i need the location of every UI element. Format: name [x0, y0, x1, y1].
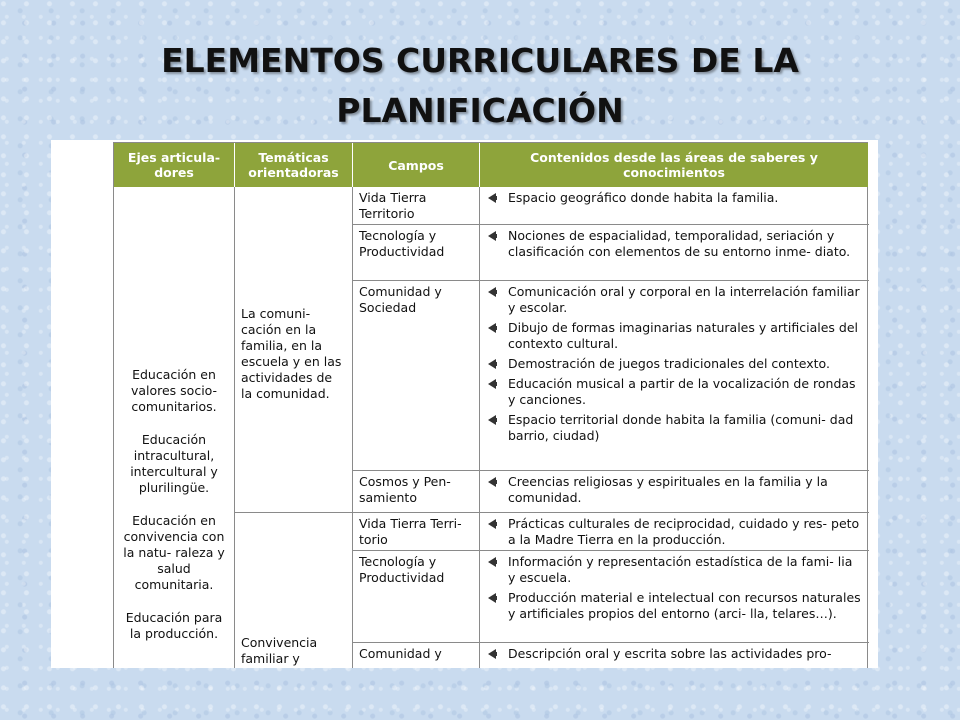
list-item	[486, 516, 863, 548]
contenido-text: Producción material e intelectual con recursos naturales y artificiales propios del entorno (arci- lla, telares…).	[508, 590, 861, 621]
campo-cell: Cosmos y Pen- samiento	[353, 471, 480, 513]
list-item	[486, 376, 863, 408]
slide-title	[0, 36, 960, 136]
arrow-bullet-icon	[488, 359, 496, 369]
list-item	[486, 228, 863, 260]
title-line-2: PLANIFICACIÓN	[336, 91, 624, 130]
arrow-bullet-icon	[488, 649, 496, 659]
campo-cell: Tecnología y Productividad	[353, 551, 480, 643]
campo-cell: Tecnología y Productividad	[353, 225, 480, 281]
arrow-bullet-icon	[488, 323, 496, 333]
contenido-text: Dibujo de formas imaginarias naturales y artificiales del contexto cultural.	[508, 320, 859, 351]
eje-item: Educación en valores socio- comunitarios.	[130, 367, 218, 414]
contenido-text: Educación musical a partir de la vocalización de rondas y canciones.	[508, 376, 856, 407]
arrow-bullet-icon	[488, 477, 496, 487]
arrow-bullet-icon	[488, 231, 496, 241]
list-item	[486, 320, 863, 352]
contenidos-cell	[480, 643, 869, 668]
contenidos-cell	[480, 471, 869, 513]
eje-item: Educación para la producción.	[125, 610, 223, 641]
arrow-bullet-icon	[488, 287, 496, 297]
contenidos-cell	[480, 281, 869, 471]
eje-item: Educación intracultural, intercultural y plurilingüe.	[130, 432, 218, 495]
list-item	[486, 590, 863, 622]
list-item	[486, 474, 863, 506]
campo-cell: Comunidad y	[353, 643, 480, 668]
contenidos-cell	[480, 551, 869, 643]
header-tematicas: Temáticas orientadoras	[235, 143, 353, 187]
list-item	[486, 412, 863, 444]
header-ejes: Ejes articula- dores	[114, 143, 235, 187]
tematica-text: La comuni- cación en la familia, en la escuela y en las actividades de la comunidad.	[241, 306, 342, 401]
list-item	[486, 554, 863, 586]
arrow-bullet-icon	[488, 193, 496, 203]
campo-cell: Comunidad y Sociedad	[353, 281, 480, 471]
campo-cell: Vida Tierra Terri- torio	[353, 513, 480, 551]
contenidos-cell	[480, 187, 869, 225]
list-item	[486, 190, 863, 206]
contenido-text: Descripción oral y escrita sobre las actividades pro-	[508, 646, 832, 661]
contenidos-cell	[480, 513, 869, 551]
contenido-text: Demostración de juegos tradicionales del contexto.	[508, 356, 830, 371]
eje-item: Educación en convivencia con la natu- raleza y salud comunitaria.	[123, 513, 225, 592]
curriculum-table	[113, 142, 868, 668]
list-item	[486, 284, 863, 316]
scanned-table-image	[51, 140, 878, 668]
title-line-1: ELEMENTOS CURRICULARES DE LA	[161, 41, 799, 80]
tematica-cell	[235, 513, 353, 668]
contenido-text: Nociones de espacialidad, temporalidad, seriación y clasificación con elementos de su entorno inme- diato.	[508, 228, 851, 259]
contenido-text: Prácticas culturales de reciprocidad, cuidado y res- peto a la Madre Tierra en la producción.	[508, 516, 860, 547]
list-item	[486, 646, 863, 662]
tematica-text: Convivencia familiar y	[241, 635, 318, 666]
header-campos: Campos	[353, 143, 480, 187]
arrow-bullet-icon	[488, 519, 496, 529]
ejes-column	[114, 187, 235, 668]
contenido-text: Información y representación estadística de la fami- lia y escuela.	[508, 554, 853, 585]
contenido-text: Creencias religiosas y espirituales en la familia y la comunidad.	[508, 474, 828, 505]
tematica-cell	[235, 187, 353, 513]
arrow-bullet-icon	[488, 557, 496, 567]
arrow-bullet-icon	[488, 379, 496, 389]
contenido-text: Espacio territorial donde habita la familia (comuni- dad barrio, ciudad)	[508, 412, 854, 443]
contenidos-cell	[480, 225, 869, 281]
header-contenidos: Contenidos desde las áreas de saberes y conocimientos	[480, 143, 869, 187]
arrow-bullet-icon	[488, 415, 496, 425]
contenido-text: Comunicación oral y corporal en la interrelación familiar y escolar.	[508, 284, 860, 315]
contenido-text: Espacio geográfico donde habita la familia.	[508, 190, 779, 205]
campo-cell: Vida Tierra Territorio	[353, 187, 480, 225]
list-item	[486, 356, 863, 372]
arrow-bullet-icon	[488, 593, 496, 603]
